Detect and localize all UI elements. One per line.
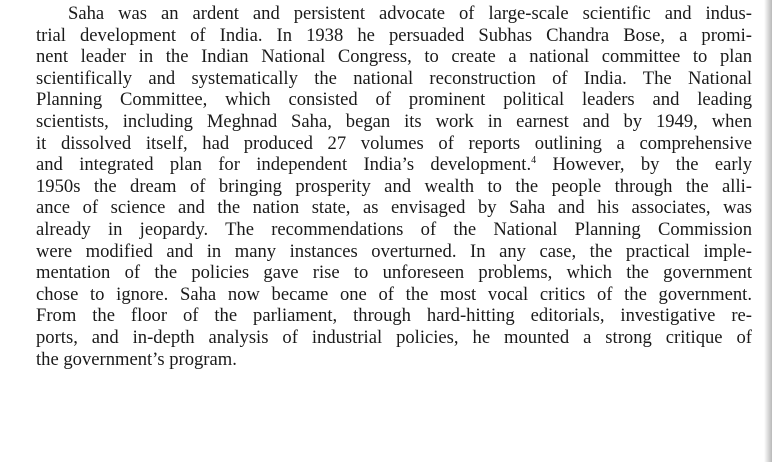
body-paragraph (36, 3, 752, 370)
text-line: scientists, including Meghnad Saha, began its work in earnest and by 1949, when (36, 110, 752, 132)
text-line: the government’s program. (36, 348, 237, 370)
text-line: already in jeopardy. The recommendations of the National Planning Commission (36, 218, 752, 240)
text-line: ance of science and the nation state, as envisaged by Saha and his associates, was (36, 197, 752, 219)
text-line: chose to ignore. Saha now became one of the most vocal critics of the government. (36, 283, 752, 305)
text-line: ports, and in-depth analysis of industrial policies, he mounted a strong critique of (36, 326, 752, 348)
text-line: From the floor of the parliament, through hard-hitting editorials, investigative re- (36, 305, 752, 327)
text-line: mentation of the policies gave rise to unforeseen problems, which the government (36, 262, 752, 284)
text-line-end: However, by the early (536, 154, 752, 176)
text-line: it dissolved itself, had produced 27 volumes of reports outlining a comprehensive (36, 132, 752, 154)
text-line: 1950s the dream of bringing prosperity and wealth to the people through the alli- (36, 175, 752, 197)
text-line-with-footnote (36, 154, 752, 176)
text-line: Saha was an ardent and persistent advocate of large-scale scientific and indus- (68, 3, 752, 24)
text-line-start: and integrated plan for independent India’s development. (36, 154, 532, 176)
text-line: Planning Committee, which consisted of prominent political leaders and leading (36, 89, 752, 111)
text-line: were modified and in many instances overturned. In any case, the practical imple- (36, 240, 752, 262)
text-line: scientifically and systematically the national reconstruction of India. The National (36, 67, 752, 89)
text-line: nent leader in the Indian National Congress, to create a national committee to plan (36, 46, 752, 68)
footnote-marker[interactable]: 4 (531, 155, 537, 167)
text-line: trial development of India. In 1938 he persuaded Subhas Chandra Bose, a promi- (36, 24, 752, 46)
page-edge-shadow (764, 0, 772, 462)
